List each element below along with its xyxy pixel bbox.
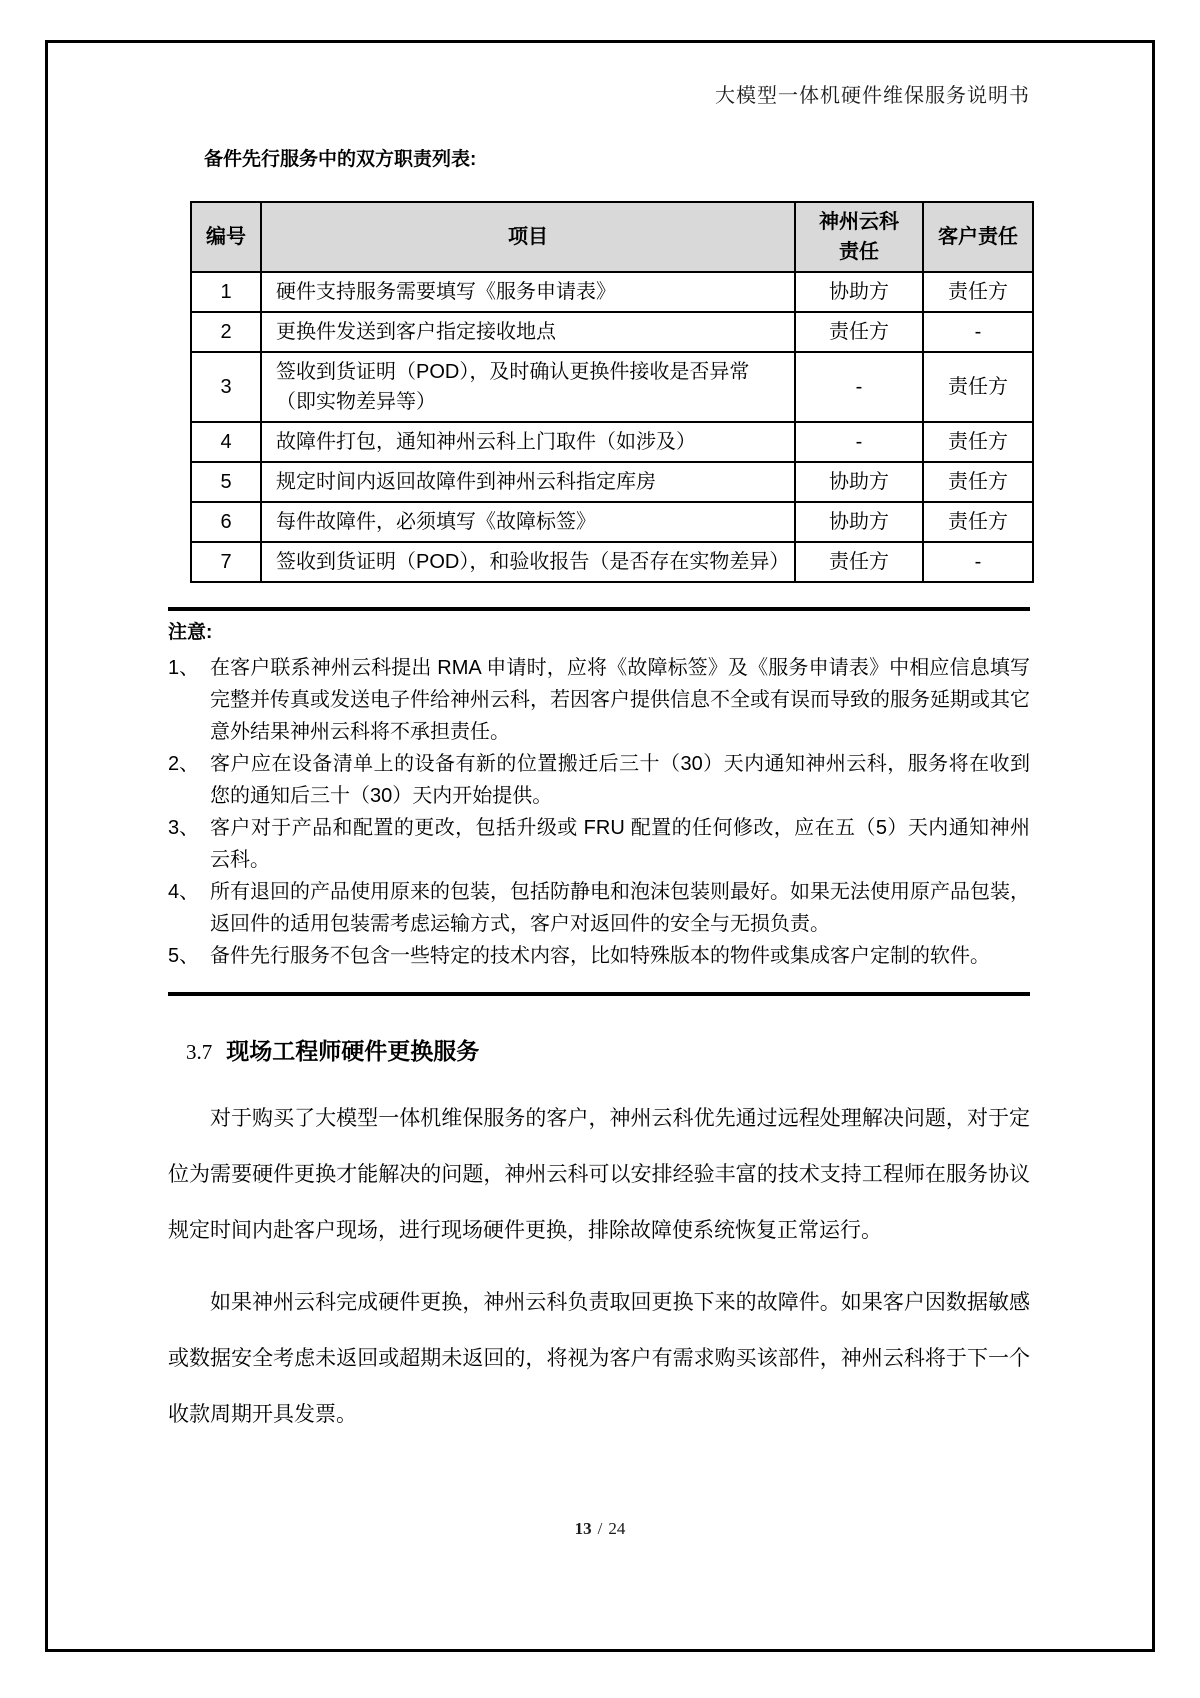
note-item-number: 3、 bbox=[168, 817, 200, 839]
note-item-number: 2、 bbox=[168, 753, 200, 775]
note-item-text: 在客户联系神州云科提出 RMA 申请时，应将《故障标签》及《服务申请表》中相应信息填写完整并传真或发送电子件给神州云科，若因客户提供信息不全或有误而导致的服务延期或其它意外结果神州云科将不承担责任。 bbox=[210, 657, 1030, 743]
row-number-cell: 1 bbox=[191, 272, 261, 312]
row-customer-cell: - bbox=[923, 312, 1033, 352]
row-vendor-cell: 责任方 bbox=[795, 542, 923, 582]
row-item-cell: 签收到货证明（POD），和验收报告（是否存在实物差异） bbox=[261, 542, 795, 582]
row-vendor-cell: 协助方 bbox=[795, 502, 923, 542]
notes-list bbox=[168, 652, 1030, 972]
page-footer bbox=[48, 1519, 1152, 1539]
document-header-title: 大模型一体机硬件维保服务说明书 bbox=[715, 85, 1030, 107]
row-customer-cell: 责任方 bbox=[923, 462, 1033, 502]
section-title: 现场工程师硬件更换服务 bbox=[226, 1038, 480, 1064]
row-number-cell: 3 bbox=[191, 352, 261, 422]
row-customer-cell: 责任方 bbox=[923, 502, 1033, 542]
page-number-separator: / bbox=[597, 1519, 603, 1538]
column-header-item: 项目 bbox=[261, 202, 795, 272]
table-row bbox=[191, 422, 1033, 462]
table-row bbox=[191, 312, 1033, 352]
body-paragraph-2: 如果神州云科完成硬件更换，神州云科负责取回更换下来的故障件。如果客户因数据敏感或数据安全考虑未返回或超期未返回的，将视为客户有需求购买该部件，神州云科将于下一个收款周期开具发票。 bbox=[168, 1291, 1030, 1426]
table-row bbox=[191, 542, 1033, 582]
row-number-cell: 6 bbox=[191, 502, 261, 542]
note-item-number: 4、 bbox=[168, 881, 200, 903]
note-item-text: 客户对于产品和配置的更改，包括升级或 FRU 配置的任何修改，应在五（5）天内通知神州云科。 bbox=[210, 817, 1030, 871]
row-vendor-cell: 责任方 bbox=[795, 312, 923, 352]
row-number-cell: 4 bbox=[191, 422, 261, 462]
page-number-current: 13 bbox=[574, 1519, 592, 1538]
row-number-cell: 7 bbox=[191, 542, 261, 582]
row-customer-cell: - bbox=[923, 542, 1033, 582]
row-item-cell: 故障件打包，通知神州云科上门取件（如涉及） bbox=[261, 422, 795, 462]
page-number-total: 24 bbox=[608, 1519, 626, 1538]
responsibility-table bbox=[190, 201, 1034, 583]
row-item-cell: 签收到货证明（POD），及时确认更换件接收是否异常（即实物差异等） bbox=[261, 352, 795, 422]
section-number: 3.7 bbox=[186, 1040, 213, 1064]
row-customer-cell: 责任方 bbox=[923, 422, 1033, 462]
table-row bbox=[191, 352, 1033, 422]
section-heading bbox=[186, 1036, 1030, 1067]
column-header-customer: 客户责任 bbox=[923, 202, 1033, 272]
page-border bbox=[45, 40, 1155, 1652]
note-item-number: 5、 bbox=[168, 945, 200, 967]
row-vendor-cell: 协助方 bbox=[795, 462, 923, 502]
row-vendor-cell: - bbox=[795, 422, 923, 462]
note-item-text: 客户应在设备清单上的设备有新的位置搬迁后三十（30）天内通知神州云科，服务将在收到您的通知后三十（30）天内开始提供。 bbox=[210, 753, 1030, 807]
note-item bbox=[168, 748, 1030, 812]
table-row bbox=[191, 502, 1033, 542]
table-header-row bbox=[191, 202, 1033, 272]
notes-label: 注意: bbox=[168, 622, 213, 643]
column-header-vendor-line2: 责任 bbox=[839, 241, 879, 263]
lead-text: 备件先行服务中的双方职责列表: bbox=[204, 149, 477, 170]
row-number-cell: 2 bbox=[191, 312, 261, 352]
row-item-cell: 每件故障件，必须填写《故障标签》 bbox=[261, 502, 795, 542]
note-item-text: 所有退回的产品使用原来的包装，包括防静电和泡沫包装则最好。如果无法使用原产品包装，返回件的适用包装需考虑运输方式，客户对返回件的安全与无损负责。 bbox=[210, 881, 1030, 935]
column-header-number: 编号 bbox=[191, 202, 261, 272]
row-vendor-cell: - bbox=[795, 352, 923, 422]
body-paragraph-1: 对于购买了大模型一体机维保服务的客户，神州云科优先通过远程处理解决问题，对于定位为需要硬件更换才能解决的问题，神州云科可以安排经验丰富的技术支持工程师在服务协议规定时间内赴客户现场，进行现场硬件更换，排除故障使系统恢复正常运行。 bbox=[168, 1107, 1030, 1242]
separator-rule-bottom bbox=[168, 992, 1030, 996]
row-item-cell: 更换件发送到客户指定接收地点 bbox=[261, 312, 795, 352]
table-row bbox=[191, 272, 1033, 312]
separator-rule-top bbox=[168, 607, 1030, 611]
row-vendor-cell: 协助方 bbox=[795, 272, 923, 312]
table-row bbox=[191, 462, 1033, 502]
document-header bbox=[168, 83, 1030, 109]
note-item-text: 备件先行服务不包含一些特定的技术内容，比如特殊版本的物件或集成客户定制的软件。 bbox=[210, 945, 990, 967]
row-customer-cell: 责任方 bbox=[923, 272, 1033, 312]
row-number-cell: 5 bbox=[191, 462, 261, 502]
column-header-vendor bbox=[795, 202, 923, 272]
page-content bbox=[48, 83, 1152, 1689]
row-item-cell: 规定时间内返回故障件到神州云科指定库房 bbox=[261, 462, 795, 502]
note-item-number: 1、 bbox=[168, 657, 200, 679]
note-item bbox=[168, 876, 1030, 940]
note-item bbox=[168, 940, 1030, 972]
row-customer-cell: 责任方 bbox=[923, 352, 1033, 422]
note-item bbox=[168, 652, 1030, 748]
row-item-cell: 硬件支持服务需要填写《服务申请表》 bbox=[261, 272, 795, 312]
column-header-vendor-line1: 神州云科 bbox=[819, 211, 899, 233]
note-item bbox=[168, 812, 1030, 876]
